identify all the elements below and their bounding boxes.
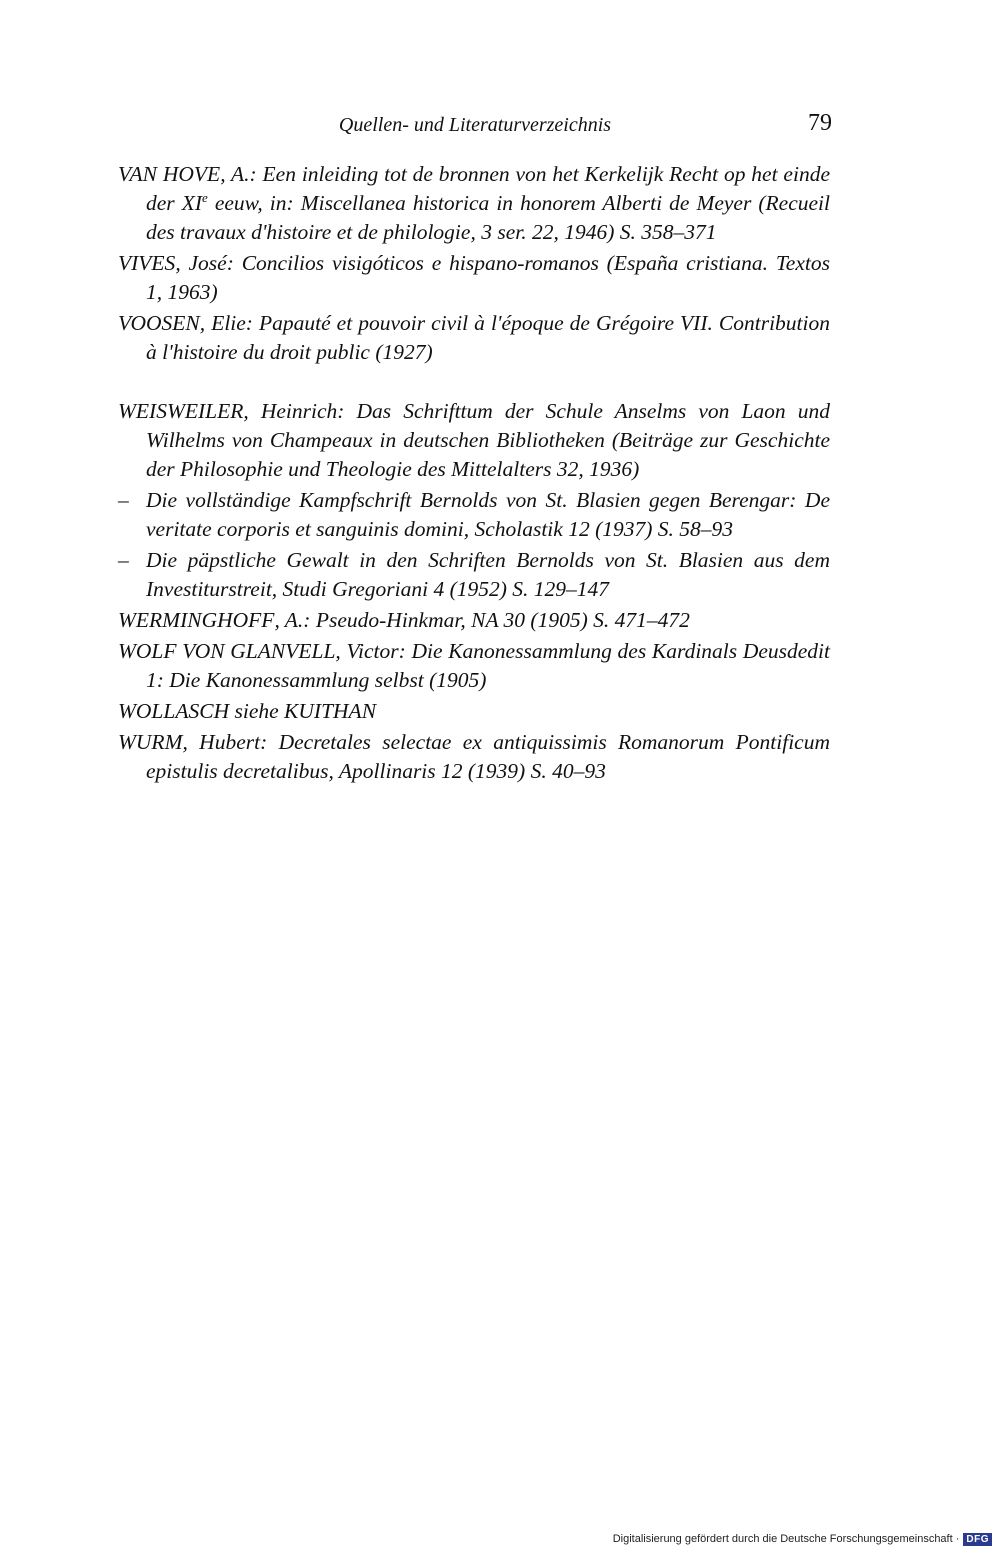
author-name: VIVES: [118, 251, 176, 275]
author-name: WOLLASCH: [118, 699, 230, 723]
footer-text: Digitalisierung gefördert durch die Deutsche Forschungsgemeinschaft ·: [612, 1533, 960, 1545]
entry-text: Die päpstliche Gewalt in den Schriften Bernolds von St. Blasien aus dem Investiturstreit, Studi Gregoriani 4 (1952) S. 129–147: [146, 548, 830, 601]
bibliography-list: [118, 160, 830, 788]
ditto-dash: –: [118, 488, 129, 512]
ditto-dash: –: [118, 548, 129, 572]
author-name: WEISWEILER: [118, 399, 244, 423]
author-name: WERMINGHOFF: [118, 608, 275, 632]
entry-text: , Hubert: Decretales selectae ex antiquissimis Romanorum Pontificum epistulis decretalibus, Apollinaris 12 (1939) S. 40–93: [146, 730, 830, 783]
entry-text: Die vollständige Kampfschrift Bernolds von St. Blasien gegen Berengar: De veritate corporis et sanguinis domini, Scholastik 12 (1937) S. 58–93: [146, 488, 830, 541]
running-head: [118, 110, 832, 144]
entry-text: , A.: Pseudo-Hinkmar, NA 30 (1905) S. 471–472: [274, 608, 690, 632]
author-name: WURM: [118, 730, 183, 754]
bibliography-entry-sub: [118, 546, 830, 604]
bibliography-entry: [118, 309, 830, 367]
bibliography-entry: [118, 606, 830, 635]
entry-text: , Elie: Papauté et pouvoir civil à l'époque de Grégoire VII. Contribution à l'histoire du droit public (1927): [146, 311, 830, 364]
entry-text: siehe: [229, 699, 285, 723]
dfg-logo-icon: DFG: [963, 1533, 992, 1546]
superscript: e: [202, 189, 208, 205]
bibliography-entry: [118, 160, 830, 247]
bibliography-entry: [118, 728, 830, 786]
author-name: VOOSEN: [118, 311, 200, 335]
bibliography-entry: [118, 637, 830, 695]
entry-text: , Victor: Die Kanonessammlung des Kardinals Deusdedit 1: Die Kanonessammlung selbst (1905): [146, 639, 830, 692]
entry-text-continued: eeuw, in: Miscellanea historica in honorem Alberti de Meyer (Recueil des travaux d'histoire et de philologie, 3 ser. 22, 1946) S. 358–371: [146, 191, 830, 244]
page-number: 79: [808, 110, 832, 136]
entry-text: , A.: Een inleiding tot de bronnen von het Kerkelijk Recht op het einde der XI: [146, 162, 830, 215]
bibliography-entry: [118, 697, 830, 726]
entry-text: , Heinrich: Das Schrifttum der Schule Anselms von Laon und Wilhelms von Champeaux in deutschen Bibliotheken (Beiträge zur Geschichte der Philosophie und Theologie des Mittelalters 32, 1936): [146, 399, 830, 481]
bibliography-entry-sub: [118, 486, 830, 544]
author-name: VAN HOVE: [118, 162, 221, 186]
bibliography-entry: [118, 249, 830, 307]
running-title: Quellen- und Literaturverzeichnis: [338, 114, 612, 136]
bibliography-entry: [118, 397, 830, 484]
digitization-footer: [613, 1530, 992, 1548]
author-name: WOLF VON GLANVELL: [118, 639, 336, 663]
cross-reference-name: KUITHAN: [284, 699, 377, 723]
entry-text: , José: Concilios visigóticos e hispano-romanos (España cristiana. Textos 1, 1963): [146, 251, 830, 304]
